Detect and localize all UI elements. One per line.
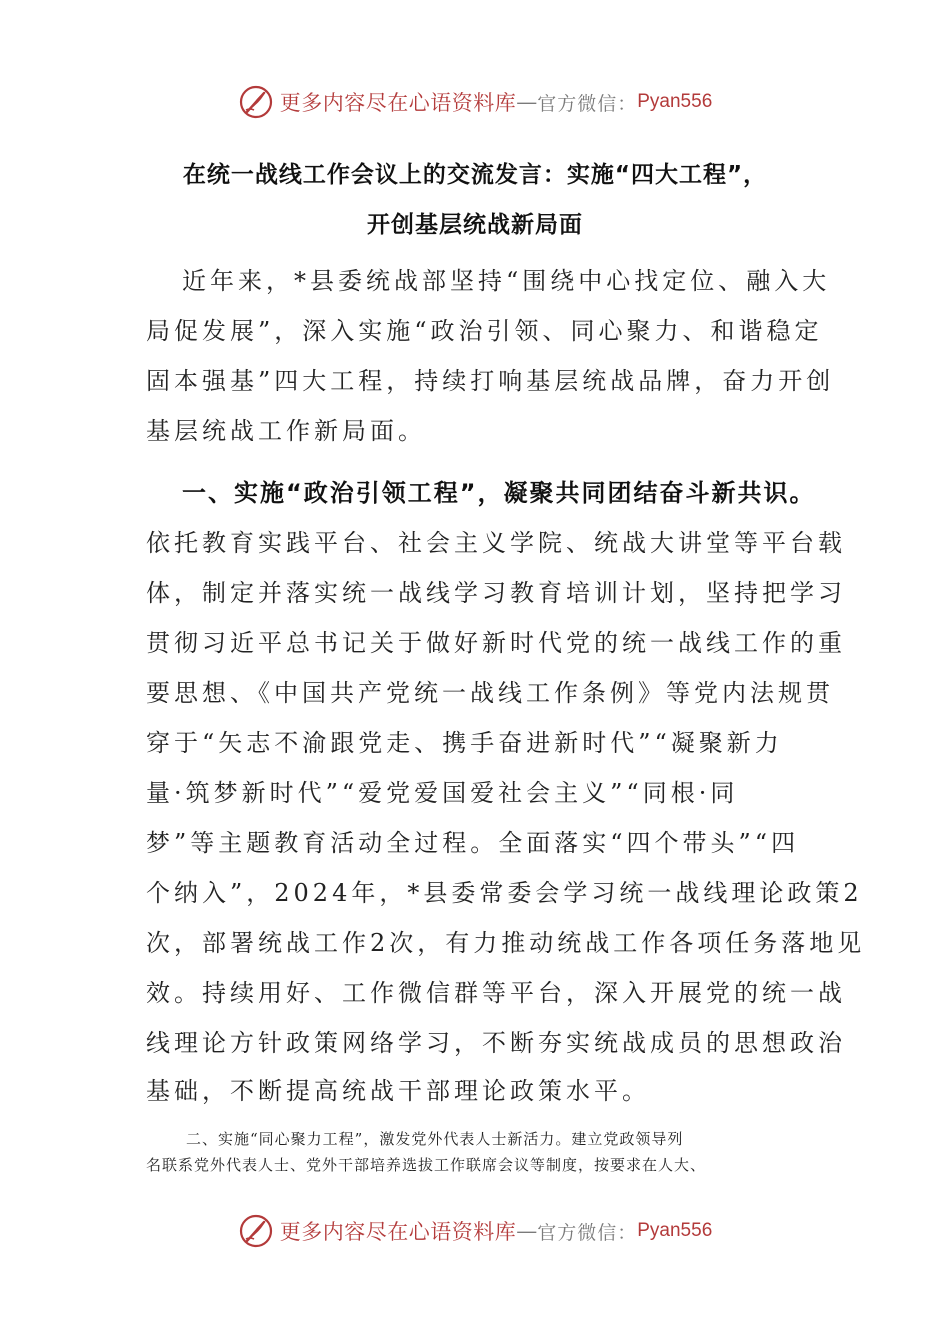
section-1-heading: 一、实施“政治引领工程”，凝聚共同团结奋斗新共识。	[182, 479, 816, 507]
watermark-banner-bottom	[0, 1209, 950, 1253]
section-1-line: 依托教育实践平台、社会主义学院、统战大讲堂等平台载	[146, 529, 846, 557]
intro-line: 固本强基”四大工程，持续打响基层统战品牌，奋力开创	[146, 367, 835, 395]
feather-pen-logo-icon	[238, 1213, 274, 1249]
banner-wechat-label: 官方微信：	[537, 92, 638, 115]
section-1-line: 量·筑梦新时代”“爱党爱国爱社会主义”“同根·同	[146, 779, 739, 807]
section-1-line: 次，部署统战工作2次，有力推动统战工作各项任务落地见	[146, 929, 866, 957]
section-1-line: 要思想、《中国共产党统一战线工作条例》等党内法规贯	[146, 679, 834, 707]
intro-line: 局促发展”，深入实施“政治引领、同心聚力、和谐稳定	[146, 317, 823, 345]
section-1-line: 线理论方针政策网络学习，不断夯实统战成员的思想政治	[146, 1029, 846, 1057]
section-1-line: 基础，不断提高统战干部理论政策水平。	[146, 1077, 650, 1105]
banner-wechat-id: Pyan556	[637, 1220, 713, 1241]
intro-line: 基层统战工作新局面。	[146, 417, 426, 445]
section-1-line: 穿于“矢志不渝跟党走、携手奋进新时代”“凝聚新力	[146, 729, 783, 757]
section-1-line: 贯彻习近平总书记关于做好新时代党的统一战线工作的重	[146, 629, 846, 657]
watermark-banner-top	[0, 80, 950, 124]
banner-wechat-label: 官方微信：	[537, 1221, 638, 1244]
banner-brand: 更多内容尽在心语资料库	[279, 91, 517, 115]
banner-wechat-id: Pyan556	[637, 91, 713, 112]
section-1-line: 体，制定并落实统一战线学习教育培训计划，坚持把学习	[146, 579, 846, 607]
section-1-line: 效。持续用好、工作微信群等平台，深入开展党的统一战	[146, 979, 846, 1007]
feather-pen-logo-icon	[238, 84, 274, 120]
document-title-line-1: 在统一战线工作会议上的交流发言：实施“四大工程”，	[182, 162, 768, 188]
intro-line: 近年来，*县委统战部坚持“围绕中心找定位、融入大	[182, 267, 831, 295]
banner-brand: 更多内容尽在心语资料库	[279, 1220, 517, 1244]
banner-separator: —	[516, 90, 538, 114]
banner-separator: —	[516, 1219, 538, 1243]
section-1-line: 个纳入”，2024年，*县委常委会学习统一战线理论政策2	[146, 879, 863, 907]
section-2-line: 名联系党外代表人士、党外干部培养选拔工作联席会议等制度，按要求在人大、	[146, 1156, 707, 1174]
section-2-line: 二、实施“同心聚力工程”，激发党外代表人士新活力。建立党政领导列	[186, 1130, 684, 1148]
section-1-line: 梦”等主题教育活动全过程。全面落实“四个带头”“四	[146, 829, 800, 857]
document-title-line-2: 开创基层统战新局面	[367, 212, 583, 238]
